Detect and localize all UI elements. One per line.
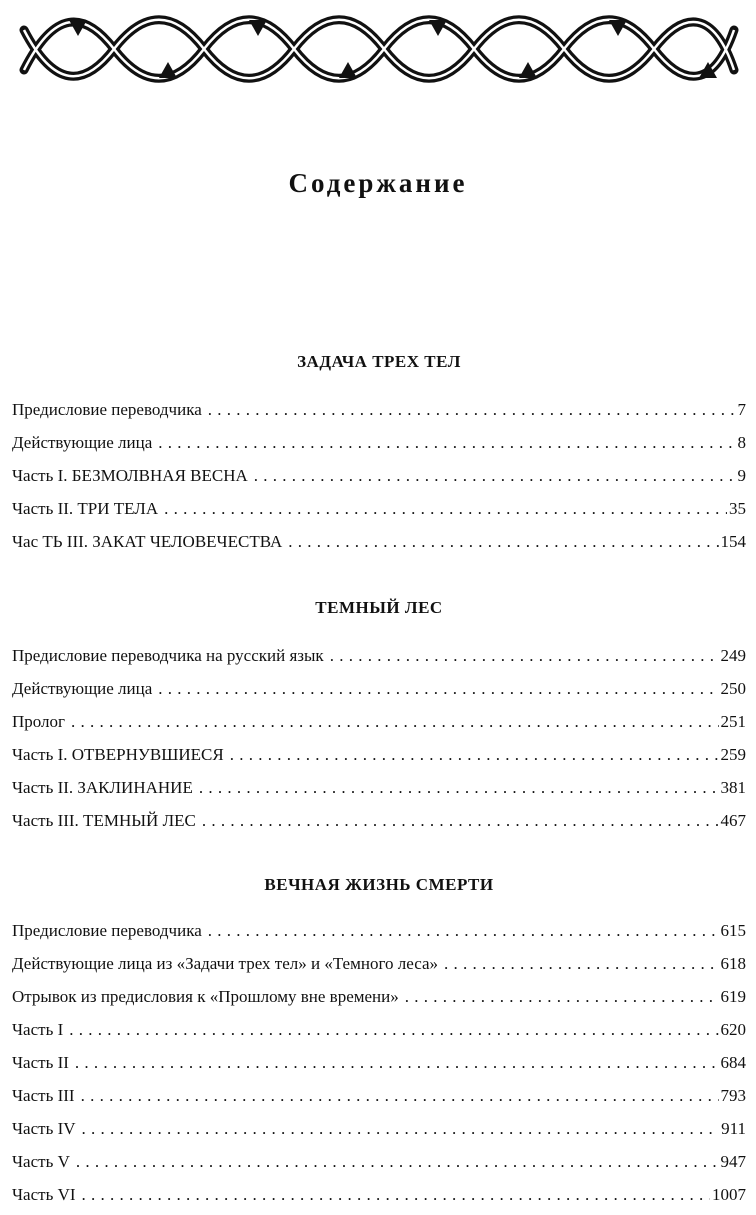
toc-entry-label: Часть II. ТРИ ТЕЛА (12, 499, 159, 518)
dot-leader (202, 804, 719, 837)
toc-entry-page: 154 (720, 532, 746, 551)
toc-entry-label: Отрывок из предисловия к «Прошлому вне времени» (12, 987, 399, 1006)
toc-entry[interactable] (12, 525, 746, 558)
toc-entry[interactable] (12, 980, 746, 1013)
dot-leader (444, 947, 718, 980)
dot-leader (330, 639, 719, 672)
dot-leader (208, 393, 736, 426)
toc-entry-page: 684 (720, 1053, 746, 1072)
toc-entry[interactable] (12, 1079, 746, 1112)
toc-entry-label: Часть I (12, 1020, 64, 1039)
toc-entry[interactable] (12, 738, 746, 771)
toc-list (12, 393, 746, 558)
toc-entry-label: Часть VI (12, 1185, 76, 1204)
dot-leader (82, 1178, 710, 1211)
dot-leader (208, 914, 719, 947)
toc-entry-label: Часть III (12, 1086, 75, 1105)
toc-entry[interactable] (12, 1145, 746, 1178)
toc-entry-label: Часть II (12, 1053, 69, 1072)
section-heading: ТЕМНЫЙ ЛЕС (315, 598, 443, 617)
toc-entry-page: 619 (720, 987, 746, 1006)
dot-leader (71, 705, 718, 738)
toc-entry-label: Часть II. ЗАКЛИНАНИЕ (12, 778, 193, 797)
dot-leader (164, 492, 727, 525)
toc-entry[interactable] (12, 1112, 746, 1145)
toc-section-dark-forest (12, 593, 746, 837)
dot-leader (81, 1079, 719, 1112)
section-heading: ВЕЧНАЯ ЖИЗНЬ СМЕРТИ (264, 875, 494, 894)
toc-entry[interactable] (12, 947, 746, 980)
toc-entry-label: Час ТЬ III. ЗАКАТ ЧЕЛОВЕЧЕСТВА (12, 532, 283, 551)
dot-leader (76, 1145, 719, 1178)
toc-entry-label: Часть I. ОТВЕРНУВШИЕСЯ (12, 745, 224, 764)
toc-entry-page: 9 (737, 466, 746, 485)
celtic-knot-ornament (14, 10, 742, 88)
toc-entry-label: Часть IV (12, 1119, 76, 1138)
toc-entry-page: 618 (720, 954, 746, 973)
toc-entry[interactable] (12, 1046, 746, 1079)
toc-entry[interactable] (12, 459, 746, 492)
toc-entry-label: Пролог (12, 712, 66, 731)
dot-leader (288, 525, 718, 558)
toc-entry-page: 947 (720, 1152, 746, 1171)
dot-leader (158, 426, 735, 459)
toc-entry-label: Действующие лица из «Задачи трех тел» и «Темного леса» (12, 954, 439, 973)
toc-entry[interactable] (12, 804, 746, 837)
toc-list (12, 914, 746, 1211)
knot-band-icon (14, 10, 742, 88)
toc-entry-page: 615 (720, 921, 746, 940)
toc-entry-page: 251 (720, 712, 746, 731)
dot-leader (199, 771, 719, 804)
toc-entry-label: Предисловие переводчика на русский язык (12, 646, 324, 665)
toc-entry-label: Часть I. БЕЗМОЛВНАЯ ВЕСНА (12, 466, 248, 485)
toc-entry[interactable] (12, 639, 746, 672)
toc-entry-page: 35 (729, 499, 746, 518)
toc-entry-label: Действующие лица (12, 433, 153, 452)
toc-entry[interactable] (12, 771, 746, 804)
toc-entry-page: 381 (720, 778, 746, 797)
toc-entry-page: 7 (737, 400, 746, 419)
toc-entry[interactable] (12, 393, 746, 426)
toc-entry-page: 793 (720, 1086, 746, 1105)
toc-entry-label: Действующие лица (12, 679, 153, 698)
toc-section-three-body (12, 347, 746, 558)
toc-entry[interactable] (12, 1013, 746, 1046)
toc-entry-page: 249 (720, 646, 746, 665)
dot-leader (405, 980, 719, 1013)
toc-list (12, 639, 746, 837)
toc-section-deaths-end (12, 870, 746, 1211)
toc-entry-page: 250 (720, 679, 746, 698)
toc-entry-label: Предисловие переводчика (12, 400, 202, 419)
toc-entry-page: 467 (720, 811, 746, 830)
toc-entry-page: 1007 (712, 1185, 746, 1204)
page-title: Содержание (288, 168, 468, 198)
dot-leader (75, 1046, 719, 1079)
toc-entry-page: 259 (720, 745, 746, 764)
dot-leader (82, 1112, 720, 1145)
toc-entry[interactable] (12, 492, 746, 525)
toc-entry-label: Часть V (12, 1152, 70, 1171)
toc-entry-label: Предисловие переводчика (12, 921, 202, 940)
toc-entry[interactable] (12, 705, 746, 738)
section-heading: ЗАДАЧА ТРЕХ ТЕЛ (297, 352, 461, 371)
toc-entry-label: Часть III. ТЕМНЫЙ ЛЕС (12, 811, 196, 830)
toc-entry-page: 911 (721, 1119, 746, 1138)
toc-entry[interactable] (12, 672, 746, 705)
dot-leader (69, 1013, 718, 1046)
toc-entry[interactable] (12, 914, 746, 947)
toc-entry[interactable] (12, 426, 746, 459)
dot-leader (254, 459, 736, 492)
dot-leader (230, 738, 719, 771)
dot-leader (158, 672, 718, 705)
toc-entry[interactable] (12, 1178, 746, 1211)
toc-entry-page: 8 (737, 433, 746, 452)
toc-entry-page: 620 (720, 1020, 746, 1039)
